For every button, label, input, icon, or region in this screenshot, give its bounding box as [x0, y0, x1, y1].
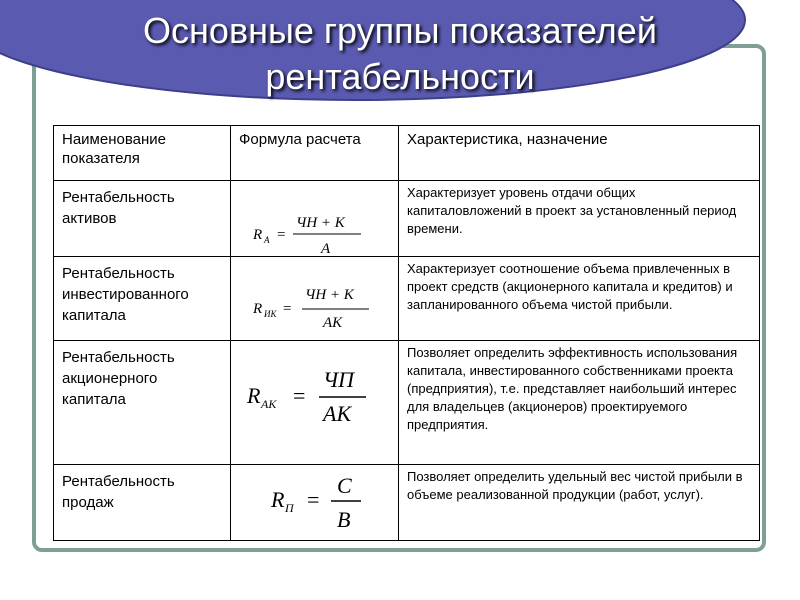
table-header-row [54, 126, 760, 181]
table-row [54, 181, 760, 257]
formula-sub: А [264, 235, 270, 245]
page-title [0, 8, 800, 100]
row-formula [231, 465, 399, 541]
row-name: Рентабельность акционерного капитала [54, 341, 231, 465]
formula-numerator: С [337, 473, 352, 498]
formula-lhs: R [271, 487, 285, 512]
title-line-2: рентабельности [265, 56, 535, 97]
formula-denominator: В [337, 507, 351, 532]
formula-lhs: R [253, 227, 263, 243]
formula-lhs: R [247, 383, 261, 408]
formula-sub: П [285, 501, 294, 515]
title-line-1: Основные группы показателей [143, 10, 657, 51]
row-name: Рентабельность продаж [54, 465, 231, 541]
formula-sub: ИК [264, 309, 277, 319]
row-formula [231, 257, 399, 341]
formula-numerator: ЧП [323, 367, 355, 392]
table-row [54, 341, 760, 465]
indicators-table [53, 125, 760, 541]
formula-lhs: R [253, 301, 263, 317]
row-description: Позволяет определить удельный вес чистой прибыли в объеме реализованной продукции (работ, услуг). [399, 465, 760, 541]
header-description: Характеристика, назначение [399, 126, 760, 181]
formula-sub: АК [261, 397, 277, 411]
formula-eq: = [307, 487, 320, 512]
header-name: Наименование показателя [54, 126, 231, 181]
formula-sales [231, 465, 396, 541]
formula-denominator: А [321, 241, 331, 257]
formula-numerator: ЧН + К [296, 215, 345, 231]
table-row [54, 465, 760, 541]
row-description: Позволяет определить эффективность использования капитала, инвестированного собственниками проекта (предприятия), т.е. представляет наибольший интерес для владельцев (акционеров) проектируемого предприятия. [399, 341, 760, 465]
row-formula [231, 341, 399, 465]
row-description: Характеризует соотношение объема привлеченных в проект средств (акционерного капитала и кредитов) и запланированного объема чистой прибыли. [399, 257, 760, 341]
row-description: Характеризует уровень отдачи общих капиталовложений в проект за установленный период времени. [399, 181, 760, 257]
formula-eq: = [293, 383, 306, 408]
formula-denominator: АК [323, 315, 343, 331]
formula-equity-capital [231, 341, 396, 465]
row-name: Рентабельность инвестированного капитала [54, 257, 231, 341]
header-formula: Формула расчета [231, 126, 399, 181]
formula-eq: = [283, 301, 292, 317]
formula-invested-capital [231, 257, 396, 341]
table-row [54, 257, 760, 341]
formula-denominator: АК [323, 401, 352, 426]
row-name: Рентабельность активов [54, 181, 231, 257]
formula-eq: = [277, 227, 286, 243]
row-formula [231, 181, 399, 257]
formula-assets [231, 181, 396, 257]
formula-numerator: ЧН + К [305, 287, 354, 303]
